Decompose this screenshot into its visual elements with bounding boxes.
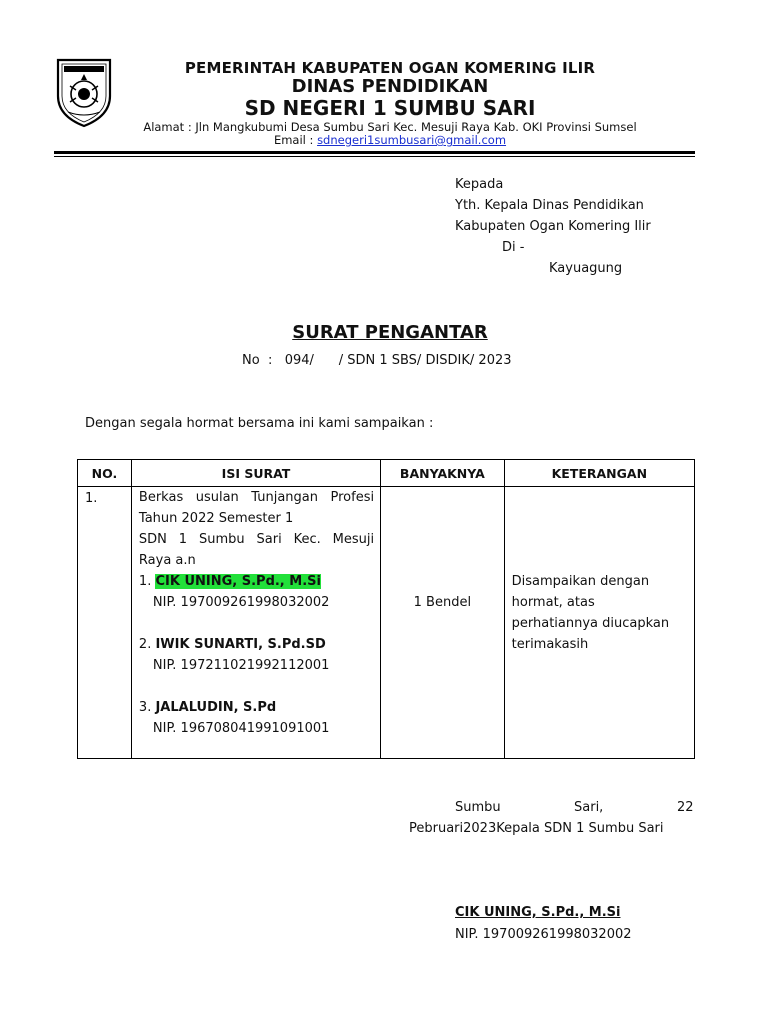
letter-contents-table: [77, 459, 695, 759]
header-department-line: DINAS PENDIDIKAN: [291, 76, 489, 97]
person-name: IWIK SUNARTI, S.Pd.SD: [155, 637, 326, 652]
column-header-banyaknya: BANYAKNYA: [381, 460, 505, 487]
row-keterangan: [504, 487, 694, 759]
header-divider-thin: [54, 156, 695, 157]
person-number: 3.: [138, 700, 156, 715]
person-entry: [139, 571, 374, 592]
isi-line: Tahun 2022 Semester 1: [138, 511, 294, 526]
person-nip: NIP. 197211021992112001: [152, 658, 330, 673]
person-name: CIK UNING, S.Pd., M.Si: [155, 574, 321, 589]
banyaknya-value: 1 Bendel: [413, 595, 472, 610]
isi-line: SDN 1 Sumbu Sari Kec. Mesuji: [138, 532, 375, 547]
person-entry: [139, 634, 374, 655]
person-number: 1.: [138, 574, 156, 589]
row-number: 1.: [78, 487, 132, 759]
letter-number: No : 094/ / SDN 1 SBS/ DISDIK/ 2023: [242, 353, 512, 368]
table-row: [78, 487, 695, 759]
header-address: Alamat : Jln Mangkubumi Desa Sumbu Sari Kec. Mesuji Raya Kab. OKI Provinsi Sumsel: [143, 120, 637, 134]
person-number: 2.: [138, 637, 156, 652]
keterangan-line: terimakasih: [511, 637, 589, 652]
header-email-line: [0, 133, 768, 147]
letter-intro: Dengan segala hormat bersama ini kami sampaikan :: [85, 416, 434, 431]
email-label: Email :: [273, 133, 318, 147]
signature-place-word3: 22: [677, 800, 694, 815]
column-header-no: NO.: [78, 460, 132, 487]
row-banyaknya: [381, 487, 505, 759]
signature-name: CIK UNING, S.Pd., M.Si: [455, 905, 621, 920]
letter-title: SURAT PENGANTAR: [292, 322, 488, 343]
header-school-name: SD NEGERI 1 SUMBU SARI: [244, 96, 536, 120]
keterangan-line: hormat, atas: [511, 595, 595, 610]
column-header-isi-surat: ISI SURAT: [131, 460, 380, 487]
person-entry: [139, 697, 374, 718]
email-link[interactable]: sdnegeri1sumbusari@gmail.com: [317, 133, 507, 147]
signature-nip: NIP. 197009261998032002: [455, 927, 632, 942]
person-name: JALALUDIN, S.Pd: [155, 700, 277, 715]
header-government-line: PEMERINTAH KABUPATEN OGAN KOMERING ILIR: [184, 59, 596, 77]
addressee-regency: Kabupaten Ogan Komering Ilir: [455, 219, 651, 234]
keterangan-line: perhatiannya diucapkan: [511, 616, 670, 631]
column-header-keterangan: KETERANGAN: [504, 460, 694, 487]
addressee-title: Yth. Kepala Dinas Pendidikan: [455, 198, 644, 213]
table-header-row: [78, 460, 695, 487]
person-nip: NIP. 196708041991091001: [152, 721, 330, 736]
signature-place-word1: Sumbu: [455, 800, 501, 815]
addressee-city: Kayuagung: [549, 261, 623, 276]
addressee-kepada: Kepada: [455, 177, 504, 192]
addressee-di: Di -: [502, 240, 525, 255]
signature-place-word2: Sari,: [574, 800, 604, 815]
person-nip: NIP. 197009261998032002: [152, 595, 330, 610]
keterangan-line: Disampaikan dengan: [511, 574, 650, 589]
signature-date-position: Pebruari2023Kepala SDN 1 Sumbu Sari: [409, 821, 664, 836]
header-divider-thick: [54, 151, 695, 154]
isi-line: Berkas usulan Tunjangan Profesi: [138, 490, 375, 505]
row-isi-surat: [131, 487, 380, 759]
isi-line: Raya a.n: [138, 553, 196, 568]
